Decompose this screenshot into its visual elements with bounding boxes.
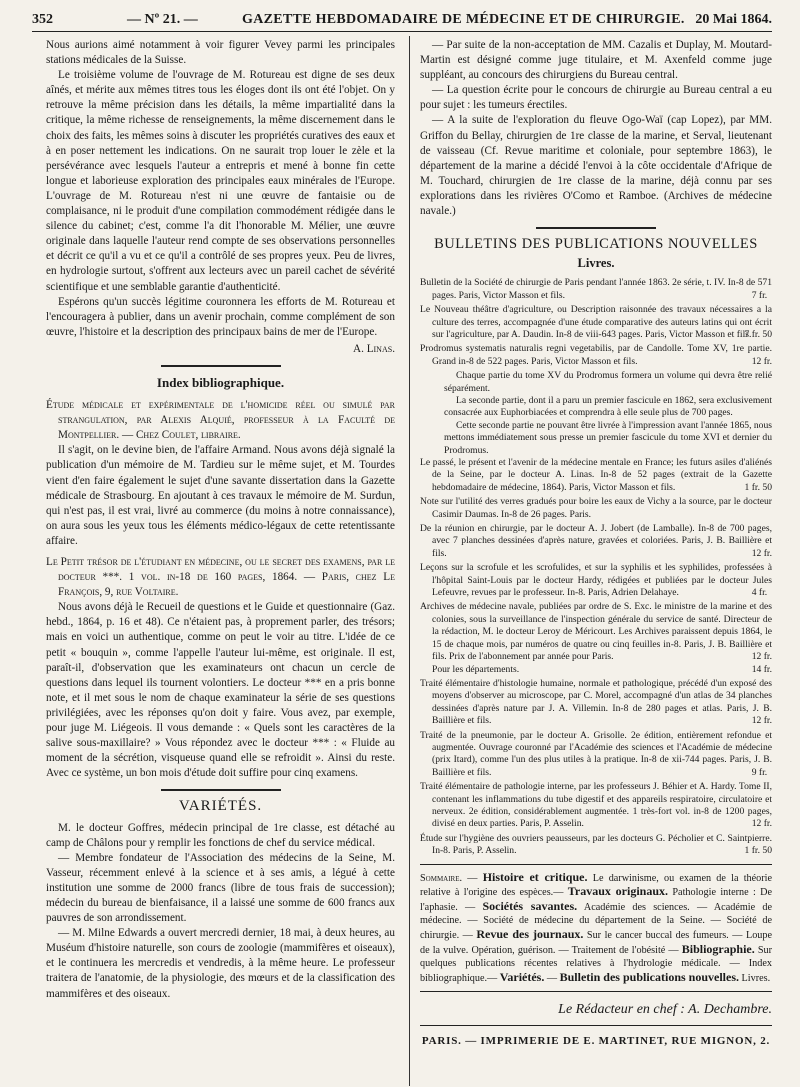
book-entry: Prodromus systematis naturalis regni vegetabilis, par de Candolle. Tome XV, 1re partie. Grand in-8 de 522 pages. Paris, Victor Masson et fils. 12 fr.	[420, 343, 772, 367]
paragraph: Nous aurions aimé notamment à voir figurer Vevey parmi les principales stations médicales de la Suisse.	[46, 39, 395, 67]
paragraph: Le troisième volume de l'ouvrage de M. Rotureau est digne de ses deux aînés, et mérite aux mêmes titres tous les éloges dont ils ont été l'objet. On y retrouve la même précision dans les détails, la même impartialité dans la critique, la même richesse de renseignements, la même discernement dans le choix des faits, les mêmes soins à discuter les propriétés curatives des eaux et à en poser nettement les indications. On ne saurait trop louer le zèle et la persévérance avec lesquels l'auteur a entrepris et mené à bonne fin cette longue et laborieuse exploration des principales eaux minérales de l'Europe. L'ouvrage de M. Rotureau n'est ni une œuvre de fantaisie ou de complaisance, ni le produit d'une compilation commodément rédigée dans le silence du cabinet; c'est, comme l'a dit l'honorable M. Mélier, une œuvre originale dans laquelle l'auteur rend compte de ses observations personnelles et décrit ce qu'il a vu et ce qu'il a contrôlé de ses propres yeux. Peu de livres, en hydrologie surtout, s'offrent aux lecteurs avec un pareil cachet de sévérité scientifique et une semblable garantie d'authenticité.	[46, 69, 395, 293]
price: 12 fr.	[751, 355, 772, 367]
paragraph: M. le docteur Goffres, médecin principal de 1re classe, est détaché au camp de Châlons pour y remplir les fonctions de chef du service médical.	[46, 821, 395, 849]
section-separator	[420, 864, 772, 865]
signature: A. Linas.	[353, 342, 395, 355]
issue-date: 20 Mai 1864.	[695, 12, 772, 27]
paragraph: — A la suite de l'exploration du fleuve Ogo-Waï (cap Lopez), par MM. Griffon du Bellay, chirurgien de 1re classe de la marine, et Serval, lieutenant de vaisseau (Cf. Revue maritime et coloniale, pour septembre 1863), le département de la marine a décidé l'envoi à la côte occidentale d'Afrique de M. Touchard, chirurgien de 1re classe de la marine, déjà connu par ses explorations dans les rivières O'Como et Ramboe. (Archives de médecine navale.)	[420, 114, 772, 218]
paragraph: — M. Milne Edwards a ouvert mercredi dernier, 18 mai, à deux heures, au Muséum d'histoire naturelle, son cours de zoologie (mammifères et oiseaux), et le continuera les mercredis et vendredis, à la même heure. Le professeur traitera de l'anatomie, de la physiologie, des mœurs et de la classification des mammifères et des oiseaux.	[46, 927, 395, 1000]
book-note: Chaque partie du tome XV du Prodromus formera un volume qui devra être relié séparément.	[444, 370, 772, 394]
price: 12 fr.	[751, 818, 772, 830]
book-list	[420, 277, 772, 857]
paragraph: Espérons qu'un succès légitime couronnera les efforts de M. Rotureau et l'encouragera à publier, dans un avenir prochain, comme complément de son œuvre, l'histoire et la description des principaux bains de mer de l'Europe.	[46, 295, 395, 338]
price: 9 fr.	[751, 766, 768, 778]
subsection-title-livres: Livres.	[577, 256, 615, 271]
book-entry: Le Nouveau théâtre d'agriculture, ou Description raisonnée des travaux nécessaires a la culture des terres, accompagnée d'une étude comparative des auteurs latins qui ont écrit sur l'agriculture, par A. Daudin. In-8 de viii-643 pages. Paris, Victor Masson et fils. 7 fr. 50	[420, 304, 772, 340]
section-title-bulletins: BULLETINS DES PUBLICATIONS NOUVELLES	[434, 236, 758, 253]
paragraph: — Par suite de la non-acceptation de MM. Cazalis et Duplay, M. Moutard-Martin est désigné comme juge titulaire, et M. Axenfeld comme juge suppléant, au concours des chirurgiens du Bureau central.	[420, 39, 772, 82]
left-column	[46, 38, 395, 1002]
book-entry: Le passé, le présent et l'avenir de la médecine mentale en France; les futurs asiles d'aliénés de la Seine, par le docteur A. Linas. In-8 de 52 pages (extrait de la Gazette hebdomadaire de médecine, 1864). Paris, Victor Masson et fils. 1 fr. 50	[420, 457, 772, 493]
book-entry: Note sur l'utilité des verres gradués pour boire les eaux de Vichy a la source, par le docteur Casimir Daumas. In-8 de 26 pages. Paris.	[420, 496, 772, 520]
price: 7 fr.	[751, 289, 768, 301]
price: 12 fr.	[751, 651, 772, 663]
section-title-index: Index bibliographique.	[156, 374, 285, 390]
price: 7 fr. 50	[744, 328, 772, 340]
journal-title: GAZETTE HEBDOMADAIRE DE MÉDECINE ET DE CHIRURGIE.	[242, 12, 685, 27]
book-entry: Archives de médecine navale, publiées par ordre de S. Exc. le ministre de la marine et des colonies, sous la surveillance de l'inspection générale du service de santé. Directeur de la rédaction, M. le docteur Leroy de Méricourt. Les Archives paraissent depuis 1864, le 15 de chaque mois, par numéros de quatre ou cinq feuilles in-8. Paris, J. B. Baillière et fils. Prix de l'abonnement par année pour Paris. 12 fr. Pour les départements. 14 fr.	[420, 601, 772, 675]
bibliography-entry: Étude médicale et expérimentale de l'homicide réel ou simulé par strangulation, par Alexis Alquié, professeur à la Faculté de Montpellier. — Chez Coulet, libraire.	[46, 399, 395, 442]
header-rule	[32, 31, 772, 32]
section-separator	[161, 365, 281, 367]
price: 12 fr.	[751, 715, 772, 727]
paragraph: — Membre fondateur de l'Association des médecins de la Seine, M. Vasseur, récemment enlevé à la science et à ses amis, a légué à cette institution une somme de 2000 francs (libre de tous frais de succession); médecin du bureau de bienfaisance, il a laissé une somme de 600 francs aux pauvres de son arrondissement.	[46, 851, 395, 925]
summary-block: Sommaire. — Histoire et critique. Le darwinisme, ou examen de la théorie relative à l'origine des espèces.— Travaux originaux. Pathologie interne : De l'aphasie. — Sociétés savantes. Académie des sciences. — Académie de médecine. — Société de médecine du département de la Seine. — Société de chirurgie. — Revue des journaux. Sur le cancer buccal des fumeurs. — Loupe de la vulve. Opération, guérison. — Traitement de l'obésité — Bibliographie. Sur quelques publications récentes relatives à l'hydrologie médicale. — Index bibliographique.— Variétés. — Bulletin des publications nouvelles. Livres.	[420, 869, 773, 984]
paragraph: Il s'agit, on le devine bien, de l'affaire Armand. Nous avons déjà signalé la publication d'un mémoire de M. Tardieu sur le même sujet, et M. Tourdes vient d'en faire également le sujet d'une savante dissertation dans la Gazette médicale de Strasbourg. En ajoutant à ces travaux le mémoire de M. Surdun, qui n'est pas, il est vrai, livré au commerce (du moins à notre connaissance), on aura sous les yeux tous les éléments médico-légaux de cette retentissante affaire.	[46, 444, 395, 547]
book-entry: Étude sur l'hygiène des ouvriers peausseurs, par les docteurs G. Pécholier et C. Saintpierre. In-8. Paris, P. Asselin. 1 fr. 50	[420, 832, 772, 857]
price: 12 fr.	[751, 547, 772, 559]
book-entry: Traité élémentaire d'histologie humaine, normale et pathologique, précédé d'un exposé des moyens d'observer au microscope, par C. Morel, accompagné d'un atlas de 34 planches dessinées d'après nature par J. A. Villemin. In-8 de 280 pages et atlas. Paris, J. B. Baillière et fils. 12 fr.	[420, 677, 772, 727]
page-number: 352	[32, 12, 53, 27]
bibliography-entry: Le Petit trésor de l'étudiant en médecine, ou le secret des examens, par le docteur ***. 1 vol. in-18 de 160 pages, 1864. — Paris, chez Le François, 9, rue Voltaire.	[46, 556, 395, 599]
section-title-varietes: VARIÉTÉS.	[178, 798, 263, 815]
price: 4 fr.	[751, 587, 768, 599]
editor-in-chief: Le Rédacteur en chef : A. Dechambre.	[558, 1002, 772, 1018]
book-entry: De la réunion en chirurgie, par le docteur A. J. Jobert (de Lamballe). In-8 de 700 pages, avec 7 planches dessinées d'après nature, gravées et coloriées. Paris, J. B. Baillière et fils. 12 fr.	[420, 523, 772, 559]
section-separator	[536, 227, 656, 229]
column-divider	[409, 36, 410, 1086]
price: 1 fr. 50	[744, 845, 772, 857]
book-entry: Leçons sur la scrofule et les scrofulides, et sur la syphilis et les syphilides, professées à l'hôpital Saint-Louis par le docteur Hardy, rédigées et publiées par le docteur Jules Lefeuvre, revues par le professeur. In-8. Paris, Adrien Delahaye. 4 fr.	[420, 562, 772, 599]
book-note: La seconde partie, dont il a paru un premier fascicule en 1862, sera exclusivement consacrée aux Euphorbiacées et comprendra à elle seule plus de 700 pages.	[444, 394, 772, 419]
book-entry: Bulletin de la Société de chirurgie de Paris pendant l'année 1863. 2e série, t. IV. In-8 de 571 pages. Paris, Victor Masson et fils. 7 fr.	[420, 277, 772, 301]
section-separator	[420, 1025, 772, 1026]
section-separator	[161, 789, 281, 791]
price: 14 fr.	[751, 663, 772, 675]
paragraph: Nous avons déjà le Recueil de questions et le Guide et questionnaire (Gaz. hebd., 1864, p. 16 et 48). Ce n'étaient pas, à proprement parler, des trésors; mais en voici un authentique, comme on peut le voir au titre. L'idée de ce petit « bouquin », comme l'appelle l'auteur lui-même, est originale. Il est, paraît-il, d'observation que les examinateurs ont chacun un cercle de questions dans lequel ils tournent volontiers. Le docteur *** en a pris bonne note, et il met sous le nom de chaque examinateur la série de ses questions privilégiées, avec les réponses qu'on doit y faire. Vous avez, par exemple, pour juge M. Liégeois. Il vous demande : « Quels sont les caractères de la salive sous-maxillaire? » Vous répondez avec le docteur *** : « Fluide au moment de la sécrétion, visqueuse quand elle se refroidit ». Ainsi du reste. Avec ce système, un bon mois d'étude doit suffire pour cinq examens.	[46, 601, 395, 780]
page-header	[32, 10, 772, 32]
price: 1 fr. 50	[744, 481, 772, 493]
book-entry: Traité élémentaire de pathologie interne, par les professeurs J. Béhier et A. Hardy. Tome II, contenant les inflammations du tube digestif et des appareils respiratoire, circulatoire et nerveux. 2e édition, considérablement augmentée. 1 très-fort vol. in-8 de 1200 pages, divisé en deux parties. Paris, P. Asselin. 12 fr.	[420, 781, 772, 830]
book-entry: Traité de la pneumonie, par le docteur A. Grisolle. 2e édition, entièrement refondue et augmentée. Ouvrage couronné par l'Académie des sciences et l'Académie de médecine (prix Itard), comme l'un des plus utiles à la pratique. In-8 de xii-744 pages. Paris, J. B. Baillière et fils. 9 fr.	[420, 729, 772, 778]
section-separator	[420, 991, 772, 992]
book-note: Cette seconde partie ne pouvant être livrée à l'impression avant l'année 1865, nous mettons immédiatement sous presse un premier fascicule du tome XVI et dernier du Prodromus.	[444, 419, 772, 456]
right-column	[420, 38, 772, 1050]
issue-number: — Nº 21. —	[127, 12, 198, 27]
paragraph: — La question écrite pour le concours de chirurgie au Bureau central a eu pour sujet : les tumeurs érectiles.	[420, 84, 772, 112]
printer-line: PARIS. — IMPRIMERIE DE E. MARTINET, RUE MIGNON, 2.	[421, 1035, 771, 1048]
